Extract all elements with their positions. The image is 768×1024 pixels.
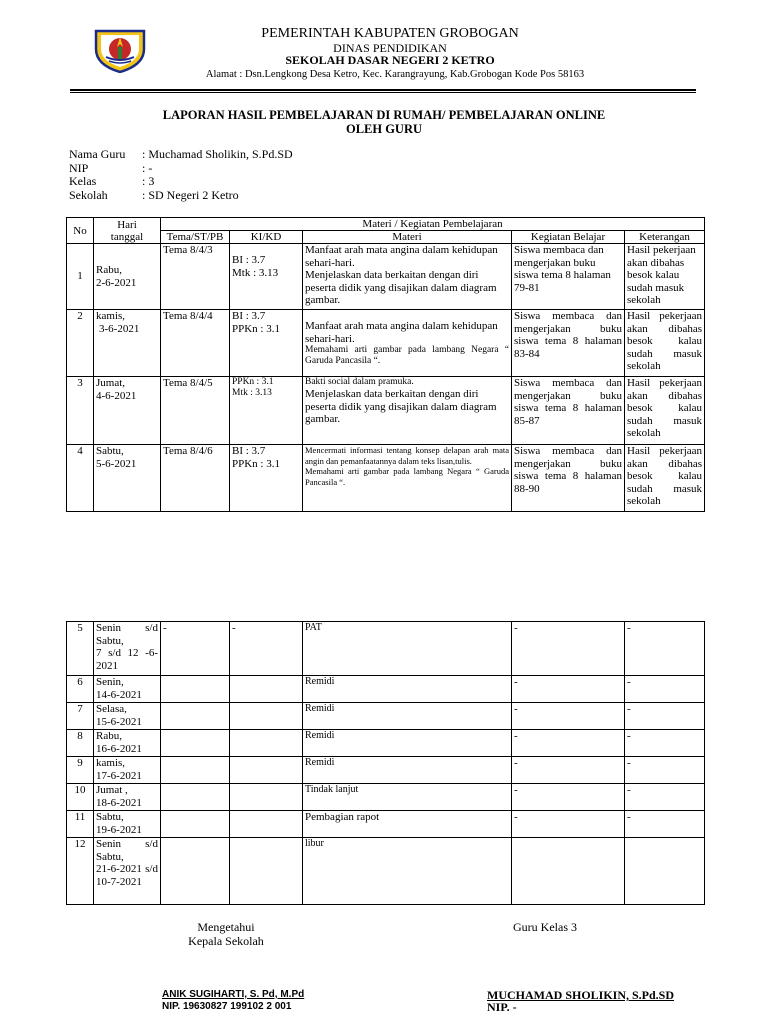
cell-materi: Remidi (303, 676, 512, 703)
cell-keterangan: Hasil pekerjaan akan dibahas besok kalau sudah masuk sekolah (625, 310, 705, 377)
info-row-class (69, 175, 293, 189)
cell-kikd (230, 676, 303, 703)
cell-tanggal: 2-6-2021 (96, 276, 137, 289)
report-subtitle: OLEH GURU (345, 122, 423, 136)
cell-tema (161, 811, 230, 838)
principal-name: ANIK SUGIHARTI, S. Pd, M.Pd (162, 989, 305, 1000)
header-kikd: KI/KD (230, 231, 303, 244)
cell-materi-1: Mencermati informasi tentang konsep delapan arah mata angin dan pemanfaatannya dalam teks lisan,tulis. (305, 445, 509, 466)
cell-hari: Sabtu, (96, 445, 124, 457)
info-row-nip (69, 162, 293, 176)
principal-nip: NIP. 19630827 199102 2 001 (162, 1001, 292, 1012)
cell-materi (303, 377, 512, 445)
cell-keterangan: - (625, 730, 705, 757)
header-divider (70, 89, 696, 91)
cell-no: 10 (67, 784, 94, 811)
header-department: DINAS PENDIDIKAN (333, 41, 447, 55)
cell-day-date (94, 676, 161, 703)
cell-day-date (94, 811, 161, 838)
teacher-name: MUCHAMAD SHOLIKIN, S.Pd.SD (487, 988, 675, 1002)
table-row (67, 784, 705, 811)
cell-no: 5 (67, 622, 94, 676)
cell-kikd-1: BI : 3.7 (232, 445, 266, 457)
cell-tema: Tema 8/4/3 (161, 244, 230, 310)
cell-no: 4 (67, 445, 94, 512)
cell-kegiatan: - (512, 703, 625, 730)
cell-kegiatan: Siswa membaca dan mengerjakan buku siswa tema 8 halaman 79-81 (512, 244, 625, 310)
cell-kikd (230, 784, 303, 811)
cell-kikd (230, 757, 303, 784)
cell-tanggal: 18-6-2021 (96, 796, 142, 809)
cell-no: 6 (67, 676, 94, 703)
info-label: Nama Guru (69, 147, 126, 161)
cell-kikd (230, 310, 303, 377)
table-row (67, 838, 705, 905)
cell-kegiatan: Siswa membaca dan mengerjakan buku siswa tema 8 halaman 83-84 (512, 310, 625, 377)
signature-right (480, 920, 610, 934)
header-tanggal: tanggal (110, 230, 144, 243)
cell-day-date (94, 784, 161, 811)
cell-kikd-1: BI : 3.7 (232, 310, 266, 322)
cell-hari: Selasa, (96, 703, 127, 715)
cell-tanggal: 21-6-2021 s/d 10-7-2021 (96, 863, 158, 888)
cell-hari: Rabu, (96, 264, 122, 276)
header-day-date (94, 218, 161, 244)
table-row (67, 676, 705, 703)
cell-no: 3 (67, 377, 94, 445)
report-title: LAPORAN HASIL PEMBELAJARAN DI RUMAH/ PEMBELAJARAN ONLINE (162, 108, 606, 122)
cell-hari: Senin, (96, 676, 124, 688)
cell-kikd-2: PPKn : 3.1 (232, 457, 280, 470)
header-tema: Tema/ST/PB (161, 231, 230, 244)
cell-no: 1 (67, 244, 94, 310)
cell-keterangan (625, 838, 705, 905)
cell-no: 9 (67, 757, 94, 784)
header-keterangan: Keterangan (625, 231, 705, 244)
cell-keterangan: Hasil pekerjaan akan dibahas besok kalau sudah masuk sekolah (625, 445, 705, 512)
cell-kegiatan: - (512, 730, 625, 757)
cell-tanggal: 4-6-2021 (96, 389, 137, 402)
cell-tema (161, 676, 230, 703)
info-value: : - (142, 160, 153, 175)
cell-day-date (94, 757, 161, 784)
header-hari: Hari (117, 218, 137, 231)
table-row (67, 377, 705, 445)
info-row-name (69, 148, 293, 162)
cell-tanggal: 19-6-2021 (96, 823, 142, 836)
cell-kikd (230, 730, 303, 757)
cell-kikd (230, 445, 303, 512)
cell-day-date (94, 244, 161, 310)
cell-hari: kamis, (96, 757, 126, 769)
header-no: No (67, 218, 94, 244)
cell-no: 2 (67, 310, 94, 377)
cell-kegiatan: Siswa membaca dan mengerjakan buku siswa tema 8 halaman 88-90 (512, 445, 625, 512)
info-value: : SD Negeri 2 Ketro (142, 187, 239, 202)
cell-kikd (230, 811, 303, 838)
cell-kikd-2: PPKn : 3.1 (232, 322, 280, 335)
header-government: PEMERINTAH KABUPATEN GROBOGAN (261, 26, 519, 41)
cell-materi: Pembagian rapot (303, 811, 512, 838)
table-row (67, 811, 705, 838)
cell-hari: Sabtu, (96, 811, 124, 823)
cell-materi: Remidi (303, 703, 512, 730)
cell-materi-1: Manfaat arah mata angina dalam kehidupan sehari-hari. (305, 244, 498, 269)
cell-no: 8 (67, 730, 94, 757)
cell-kikd: - (230, 622, 303, 676)
cell-materi: Remidi (303, 730, 512, 757)
cell-tema (161, 784, 230, 811)
cell-kegiatan: - (512, 784, 625, 811)
table-row (67, 445, 705, 512)
cell-kegiatan: Siswa membaca dan mengerjakan buku siswa tema 8 halaman 85-87 (512, 377, 625, 445)
learning-report-table (66, 217, 705, 512)
cell-day-date (94, 703, 161, 730)
cell-hari: Rabu, (96, 730, 122, 742)
header-materi: Materi (303, 231, 512, 244)
cell-keterangan: Hasil pekerjaan akan dibahas besok kalau sudah masuk sekolah (625, 244, 705, 310)
cell-materi: Remidi (303, 757, 512, 784)
header-address: Alamat : Dsn.Lengkong Desa Ketro, Kec. Karangrayung, Kab.Grobogan Kode Pos 58163 (205, 69, 585, 80)
info-label: NIP (69, 160, 89, 175)
cell-materi: libur (303, 838, 512, 905)
cell-hari: Senin s/d Sabtu, (96, 838, 158, 863)
cell-materi-2: Menjelaskan data berkaitan dengan diri peserta didik yang disajikan dalam diagram gambar. (305, 269, 497, 306)
cell-materi-2: Menjelaskan data berkaitan dengan diri peserta didik yang disajikan dalam diagram gambar. (305, 388, 497, 425)
cell-tanggal: 17-6-2021 (96, 769, 142, 782)
cell-day-date (94, 377, 161, 445)
cell-materi-2: Memahami arti gambar pada lambang Negara “ Garuda Pancasila “. (305, 345, 509, 366)
cell-day-date (94, 622, 161, 676)
cell-no: 11 (67, 811, 94, 838)
cell-tema: Tema 8/4/5 (161, 377, 230, 445)
info-row-school (69, 189, 293, 203)
teacher-signature-block (487, 989, 674, 1013)
cell-keterangan: - (625, 757, 705, 784)
cell-kikd-1: PPKn : 3.1 (232, 377, 274, 387)
teacher-info (69, 148, 293, 202)
cell-tema (161, 757, 230, 784)
header-kegiatan: Kegiatan Belajar (512, 231, 625, 244)
cell-materi: Tindak lanjut (303, 784, 512, 811)
cell-tema: - (161, 622, 230, 676)
letterhead (0, 0, 768, 96)
cell-kikd-2: Mtk : 3.13 (232, 388, 272, 398)
info-value: : 3 (142, 174, 155, 188)
cell-tanggal: 7 s/d 12 -6-2021 (96, 647, 158, 672)
cell-kikd (230, 838, 303, 905)
cell-tanggal: 16-6-2021 (96, 742, 142, 755)
cell-keterangan: - (625, 676, 705, 703)
cell-kegiatan (512, 838, 625, 905)
table-row (67, 310, 705, 377)
schedule-table (66, 621, 705, 905)
cell-kegiatan: - (512, 757, 625, 784)
table-row (67, 730, 705, 757)
info-value: : Muchamad Sholikin, S.Pd.SD (142, 147, 293, 161)
info-label: Kelas (69, 174, 97, 188)
info-label: Sekolah (69, 187, 108, 202)
table-row (67, 703, 705, 730)
cell-hari: Jumat , (96, 784, 128, 796)
cell-materi-1: Bakti social dalam pramuka. (305, 377, 414, 387)
table-row (67, 757, 705, 784)
cell-materi-1: Manfaat arah mata angina dalam kehidupan sehari-hari. (305, 320, 498, 345)
cell-tanggal: 5-6-2021 (96, 457, 137, 470)
cell-kikd (230, 377, 303, 445)
cell-keterangan: - (625, 811, 705, 838)
cell-day-date (94, 445, 161, 512)
table-row (67, 244, 705, 310)
cell-keterangan: Hasil pekerjaan akan dibahas besok kalau sudah masuk sekolah (625, 377, 705, 445)
cell-no: 12 (67, 838, 94, 905)
cell-day-date (94, 838, 161, 905)
cell-kikd-1: BI : 3.7 (232, 254, 266, 266)
header-materi-group: Materi / Kegiatan Pembelajaran (161, 218, 705, 231)
table-row (67, 622, 705, 676)
cell-kikd (230, 244, 303, 310)
cell-day-date (94, 310, 161, 377)
cell-keterangan: - (625, 703, 705, 730)
cell-materi (303, 244, 512, 310)
principal-signature-block (162, 989, 304, 1013)
cell-tema: Tema 8/4/4 (161, 310, 230, 377)
cell-materi (303, 310, 512, 377)
cell-keterangan: - (625, 784, 705, 811)
teacher-nip: NIP. - (487, 1000, 517, 1014)
cell-no: 7 (67, 703, 94, 730)
cell-materi: PAT (303, 622, 512, 676)
cell-tema (161, 838, 230, 905)
cell-tanggal: 15-6-2021 (96, 715, 142, 728)
cell-materi-2: Memahami arti gambar pada lambang Negara “ Garuda Pancasila “. (305, 466, 509, 487)
cell-tema: Tema 8/4/6 (161, 445, 230, 512)
grobogan-coat-of-arms-icon (90, 27, 150, 73)
header-divider-thin (70, 92, 696, 93)
cell-hari: Jumat, (96, 377, 126, 389)
signature-right-line1: Guru Kelas 3 (513, 920, 577, 934)
cell-kegiatan: - (512, 676, 625, 703)
cell-tanggal: 3-6-2021 (99, 322, 140, 335)
cell-hari: Senin s/d Sabtu, (96, 622, 158, 647)
signature-left-line2: Kepala Sekolah (188, 934, 264, 948)
cell-keterangan: - (625, 622, 705, 676)
header-school-name: SEKOLAH DASAR NEGERI 2 KETRO (285, 53, 495, 67)
cell-day-date (94, 730, 161, 757)
signature-left-line1: Mengetahui (197, 920, 255, 934)
cell-kegiatan: - (512, 811, 625, 838)
cell-kikd (230, 703, 303, 730)
cell-kegiatan: - (512, 622, 625, 676)
cell-tema (161, 730, 230, 757)
cell-hari: kamis, (96, 310, 126, 322)
cell-tanggal: 14-6-2021 (96, 688, 142, 701)
signature-left (166, 920, 286, 948)
cell-tema (161, 703, 230, 730)
cell-kikd-2: Mtk : 3.13 (232, 266, 279, 279)
cell-materi (303, 445, 512, 512)
